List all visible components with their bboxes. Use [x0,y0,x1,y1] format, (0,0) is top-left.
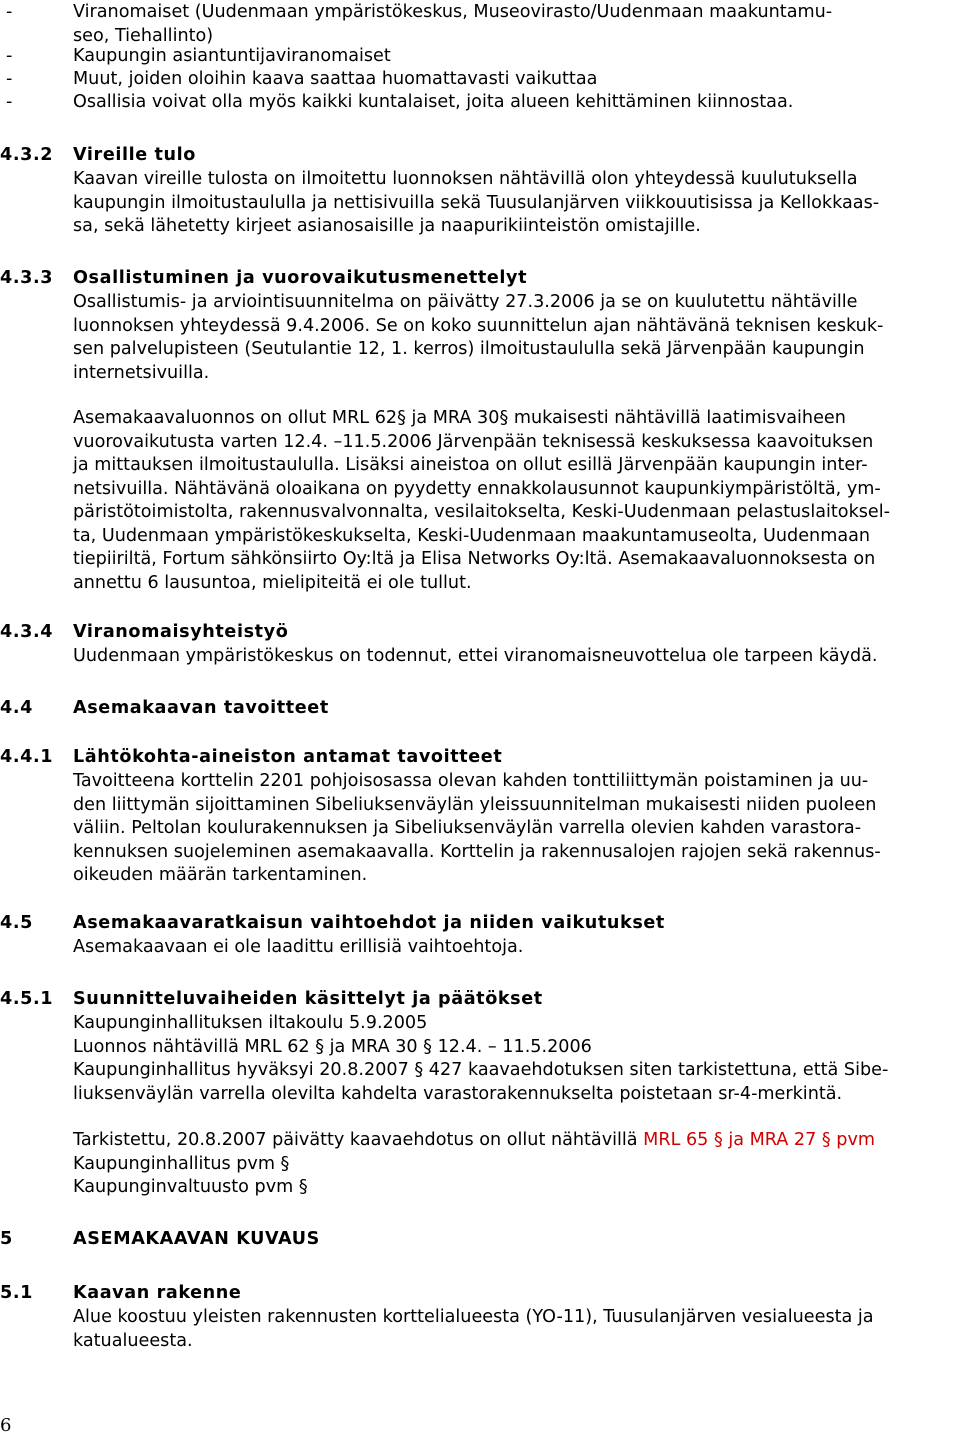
bullet-line: Viranomaiset (Uudenmaan ympäristökeskus, Museovirasto/Uudenmaan maakuntamu- [73,2,833,22]
body-line: Uudenmaan ympäristökeskus on todennut, ettei viranomaisneuvottelua ole tarpeen käydä. [73,646,878,666]
page-number: 6 [0,1415,12,1436]
body-line: Asemakaavaluonnos on ollut MRL 62§ ja MRA 30§ mukaisesti nähtävillä laatimisvaiheen [73,408,846,428]
body-line: Alue koostuu yleisten rakennusten korttelialueesta (YO-11), Tuusulanjärven vesialueesta ja [73,1307,874,1327]
section-number: 4.5 [0,913,33,933]
body-line: Kaupunginhallitus pvm § [73,1153,290,1174]
body-line: sa, sekä lähetetty kirjeet asianosaisille ja naapurikiinteistön omistajille. [73,216,701,236]
section-heading: Vireille tulo [73,145,196,165]
section-heading: Viranomaisyhteistyö [73,622,289,642]
section-number: 4.4 [0,698,33,718]
body-line: luonnoksen yhteydessä 9.4.2006. Se on koko suunnittelun ajan nähtävänä teknisen keskuk- [73,315,884,336]
section-body [73,1012,888,1106]
section-number: 4.4.1 [0,747,54,767]
section-number: 4.3.4 [0,622,54,642]
body-line: internetsivuilla. [73,362,210,383]
body-line: sen palvelupisteen (Seutulantie 12, 1. kerros) ilmoitustaululla sekä Järvenpään kaupungin [73,339,865,359]
body-line: liuksenväylän varrella olevilta kahdelta varastorakennukselta poistetaan sr-4-merkintä. [73,1083,843,1104]
body-line: Kaavan vireille tulosta on ilmoitettu luonnoksen nähtävillä olon yhteydessä kuulutuksella [73,169,858,189]
bullet-line: Osallisia voivat olla myös kaikki kuntalaiset, joita alueen kehittäminen kiinnostaa. [73,92,794,112]
section-heading: Kaavan rakenne [73,1283,242,1303]
section-heading: Lähtökohta-aineiston antamat tavoitteet [73,747,503,767]
body-line: Kaupunginvaltuusto pvm § [73,1177,308,1197]
section-heading: ASEMAKAAVAN KUVAUS [73,1229,320,1249]
section-number: 4.3.2 [0,145,54,165]
section-body [73,1306,874,1353]
bullet-line: Muut, joiden oloihin kaava saattaa huomattavasti vaikuttaa [73,69,598,89]
section-body [73,936,523,960]
body-line: Osallistumis- ja arviointisuunnitelma on päivätty 27.3.2006 ja se on kuulutettu nähtäville [73,292,858,312]
section-number: 4.5.1 [0,989,54,1009]
section-paragraph [73,291,883,385]
bullet-marker: - [6,69,13,89]
bullet-list [0,0,960,120]
body-line: Kaupunginhallitus hyväksyi 20.8.2007 § 427 kaavaehdotuksen siten tarkistettuna, että Sibe- [73,1060,889,1080]
body-line: Kaupunginhallituksen iltakoulu 5.9.2005 [73,1013,428,1033]
body-line [73,1129,875,1153]
body-line: den liittymän sijoittaminen Sibeliuksenväylän yleissuunnitelman mukaisesti niiden puoleen [73,794,877,815]
body-line: Asemakaavaan ei ole laadittu erillisiä vaihtoehtoja. [73,937,524,957]
bullet-marker: - [6,46,13,66]
body-line: päristötoimistolta, rakennusvalvonnalta, vesilaitokselta, Keski-Uudenmaan pelastuslaitoksel- [73,502,890,522]
body-line: annettu 6 lausuntoa, mielipiteitä ei ole tullut. [73,572,472,593]
section-number: 5 [0,1229,13,1249]
bullet-line: seo, Tiehallinto) [73,25,214,46]
body-text: Tarkistettu, 20.8.2007 päivätty kaavaehdotus on ollut nähtävillä [73,1130,644,1150]
body-line: vuorovaikutusta varten 12.4. –11.5.2006 Järvenpään teknisessä keskuksessa kaavoituksen [73,431,874,452]
body-line: oikeuden määrän tarkentaminen. [73,865,368,885]
section-body [73,770,881,888]
body-line: ja mittauksen ilmoitustaululla. Lisäksi aineistoa on ollut esillä Järvenpään kaupungin inter- [73,455,868,475]
section-number: 4.3.3 [0,268,54,288]
body-line: väliin. Peltolan koulurakennuksen ja Sibeliuksenväylän varrella olevien kahden varastora- [73,818,862,838]
section-body [73,645,878,669]
bullet-marker: - [6,92,13,112]
body-line: kennuksen suojeleminen asemakaavalla. Korttelin ja rakennusalojen rajojen sekä rakennus- [73,841,881,862]
body-line: tiepiiriltä, Fortum sähkönsiirto Oy:ltä ja Elisa Networks Oy:ltä. Asemakaavaluonnoksesta on [73,549,876,569]
body-line: ta, Uudenmaan ympäristökeskukselta, Keski-Uudenmaan maakuntamuseolta, Uudenmaan [73,525,871,546]
section-heading: Osallistuminen ja vuorovaikutusmenettelyt [73,268,528,288]
bullet-line: Kaupungin asiantuntijaviranomaiset [73,46,391,66]
section-heading: Asemakaavaratkaisun vaihtoehdot ja niiden vaikutukset [73,913,665,933]
body-line: Tavoitteena korttelin 2201 pohjoisosassa olevan kahden tonttiliittymän poistaminen ja uu- [73,771,869,791]
section-number: 5.1 [0,1283,33,1303]
body-line: katualueesta. [73,1330,193,1351]
section-heading: Suunnitteluvaiheiden käsittelyt ja päätökset [73,989,543,1009]
body-line: kaupungin ilmoitustaululla ja nettisivuilla sekä Tuusulanjärven viikkouutisissa ja Kellokkaas- [73,192,880,213]
body-line: netsivuilla. Nähtävänä oloaikana on pyydetty ennakkolausunnot kaupunkiympäristöltä, ym- [73,478,881,499]
body-line: Luonnos nähtävillä MRL 62 § ja MRA 30 § 12.4. – 11.5.2006 [73,1036,592,1057]
section-paragraph [73,407,890,595]
section-heading: Asemakaavan tavoitteet [73,698,329,718]
section-paragraph [73,1129,875,1200]
bullet-marker: - [6,2,13,22]
section-body [73,168,879,239]
highlighted-text: MRL 65 § ja MRA 27 § pvm [643,1130,876,1150]
